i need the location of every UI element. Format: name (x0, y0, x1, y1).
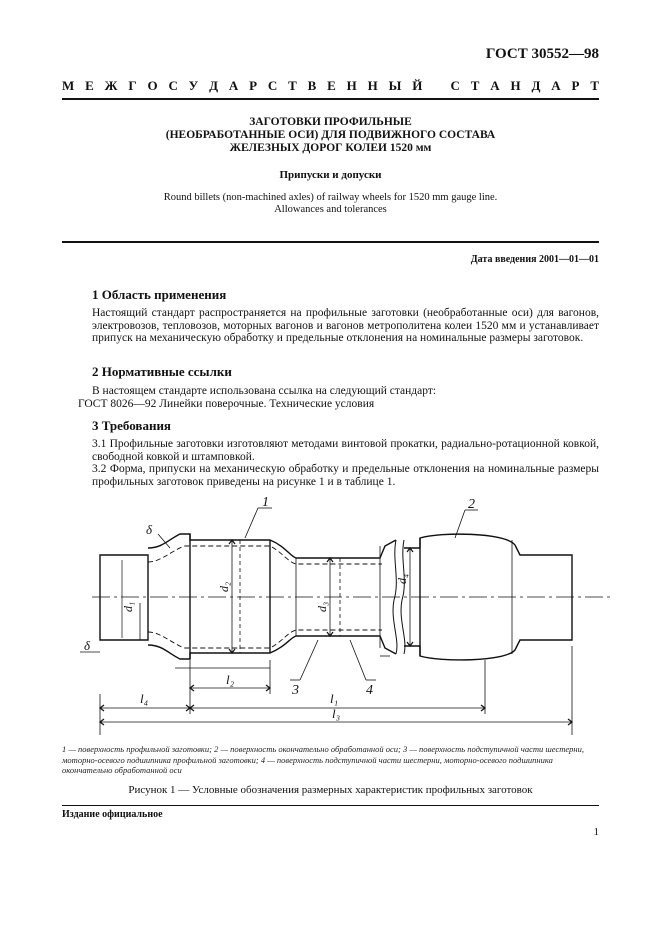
label-d2: d₂ (217, 581, 231, 592)
label-d1: d₁ (121, 601, 135, 612)
label-l2: l₂ (226, 672, 235, 687)
label-l3: l₃ (332, 706, 341, 721)
label-delta-top: δ (146, 522, 153, 537)
label-d3: d₃ (315, 601, 329, 612)
banner-letter: Т (590, 78, 599, 93)
leader-1 (245, 508, 258, 538)
document-subtitle: Припуски и допуски (279, 169, 382, 181)
machined-axle-lower (148, 630, 382, 648)
banner-letter: Р (249, 78, 258, 93)
label-4: 4 (366, 683, 373, 698)
banner-letter: Й (412, 78, 423, 93)
figure-notes: 1 — поверхность профильной заготовки; 2 — поверхность окончательно обработанной оси; 3 — поверхность подступичной части шестерни, моторно-осевого подшипника профильной заготовки; 4 — поверхность подступичной части шестерни, моторно-осевого подшипника окончательно обработанной оси (62, 744, 584, 775)
banner-letter: Д (209, 78, 219, 93)
billet-1-lower-profile (148, 636, 396, 659)
banner-letter: Г (128, 78, 137, 93)
banner-letter: С (168, 78, 178, 93)
introduction-date: Дата введения 2001—01—01 (470, 254, 599, 265)
banner-letter: О (147, 78, 158, 93)
label-l1: l₁ (330, 691, 339, 706)
banner-letter: Е (327, 78, 336, 93)
section-1-paragraph: Настоящий стандарт распространяется на профильные заготовки (необработанные оси) для вагонов, электровозов, тепловозов, моторных вагонов и вагонов метрополитена колеи 1520 мм и устанавливает припуск на механическую обработку и предельные отклонения на номинальные размеры заготовок. (92, 307, 599, 344)
title-line-1: ЗАГОТОВКИ ПРОФИЛЬНЫЕ (249, 116, 412, 128)
banner-letter: А (228, 78, 239, 93)
banner-letter: А (551, 78, 561, 93)
banner-letter: Д (531, 78, 541, 93)
label-d4: d₄ (395, 573, 409, 584)
label-3: 3 (292, 683, 299, 698)
label-1: 1 (262, 495, 269, 510)
title-line-2: (НЕОБРАБОТАННЫЕ ОСИ) ДЛЯ ПОДВИЖНОГО СОСТАВА (165, 129, 496, 141)
banner-letter: А (490, 78, 500, 93)
section-2-line-2: ГОСТ 8026—92 Линейки поверочные. Технические условия (78, 397, 375, 410)
leader-3 (300, 640, 318, 680)
machined-axle-upper (148, 546, 382, 564)
english-title-line-2: Allowances and tolerances (274, 204, 387, 215)
figure-caption: Рисунок 1 — Условные обозначения размерных характеристик профильных заготовок (128, 784, 533, 796)
section-2-heading: 2 Нормативные ссылки (92, 364, 232, 379)
title-line-3: ЖЕЛЕЗНЫХ ДОРОГ КОЛЕИ 1520 мм (229, 142, 432, 154)
page-number: 1 (593, 826, 599, 838)
label-delta-left: δ (84, 638, 91, 653)
section-3-paragraph-2: 3.2 Форма, припуски на механическую обработку и предельные отклонения на номинальные размеры профильных заготовок приведены на рисунке 1 и в таблице 1. (92, 463, 599, 488)
axle-2-profile (404, 534, 572, 660)
section-2-line-1: В настоящем стандарте использована ссылка на следующий стандарт: (92, 385, 437, 397)
banner-letter: Ж (104, 78, 118, 93)
banner-letter: Н (367, 78, 378, 93)
banner-letter: М (62, 78, 75, 93)
banner-letter: Н (346, 78, 357, 93)
footer-rule (62, 805, 599, 806)
banner-letter: В (307, 78, 317, 93)
section-3-heading: 3 Требования (92, 418, 171, 433)
banner-letter: Ы (388, 78, 402, 93)
label-l4: l₄ (140, 691, 149, 706)
banner-letter: С (450, 78, 460, 93)
section-1-heading: 1 Область применения (92, 287, 227, 302)
left-end-journal (100, 555, 148, 640)
banner-letter: Е (85, 78, 94, 93)
banner-letter: Н (510, 78, 521, 93)
english-title-line-1: Round billets (non-machined axles) of railway wheels for 1520 mm gauge line. (163, 192, 498, 203)
gost-code: ГОСТ 30552—98 (485, 46, 599, 62)
banner-letter: Р (571, 78, 580, 93)
section-3-paragraph-1: 3.1 Профильные заготовки изготовляют методами винтовой прокатки, радиально-ротационной ковкой, свободной ковкой и штамповкой. (92, 438, 599, 463)
label-2: 2 (468, 497, 475, 512)
banner-letter: Т (470, 78, 480, 93)
banner-letter: Т (288, 78, 297, 93)
leader-4 (350, 640, 366, 680)
banner-letter: У (188, 78, 199, 93)
banner-letter: С (267, 78, 278, 93)
edition-label: Издание официальное (62, 809, 163, 820)
